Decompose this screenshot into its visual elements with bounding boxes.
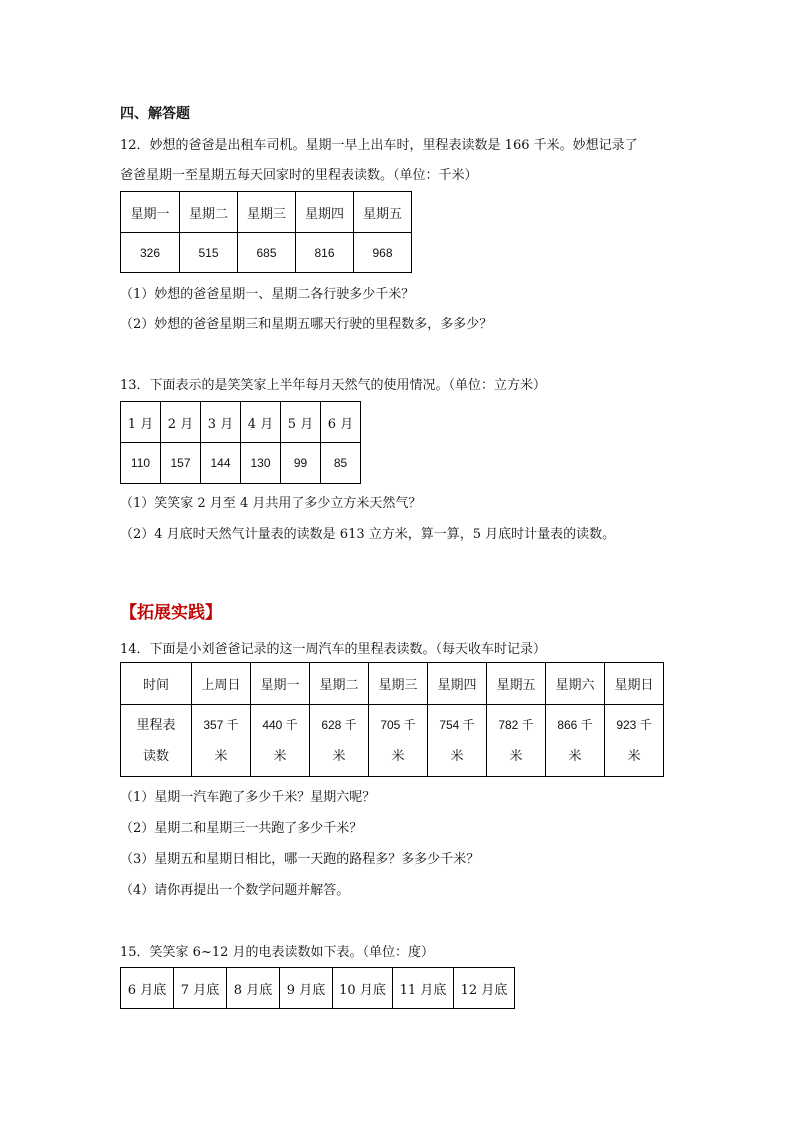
q14-sub1: （1）星期一汽车跑了多少千米？星期六呢？ — [120, 790, 376, 805]
q13-value: 99 — [281, 443, 321, 484]
q14-row-header-line2: 读数 — [142, 748, 169, 764]
q14-reading: 628 千 — [321, 717, 357, 732]
q14-reading-unit: 米 — [273, 748, 287, 764]
q15-header: 10 月底 — [333, 968, 393, 1009]
q14-reading-cell — [428, 705, 487, 777]
q14-reading-cell — [487, 705, 546, 777]
q12-sub2: （2）妙想的爸爸星期三和星期五哪天行驶的里程数多，多多少？ — [120, 317, 493, 332]
q12-line2: 爸爸星期一至星期五每天回家时的里程表读数。（单位：千米） — [120, 168, 478, 183]
q14-sub2: （2）星期二和星期三一共跑了多少千米？ — [120, 821, 363, 836]
q13-value: 157 — [161, 443, 201, 484]
q14-reading: 923 千 — [616, 717, 652, 732]
q12-value: 816 — [296, 233, 354, 273]
q13-line1: 13．下面表示的是笑笑家上半年每月天然气的使用情况。（单位：立方米） — [120, 378, 547, 393]
q12-header: 星期四 — [296, 192, 354, 233]
q12-line1: 12．妙想的爸爸是出租车司机。星期一早上出车时，里程表读数是 166 千米。妙想记录了 — [120, 138, 638, 153]
q14-reading-unit: 米 — [509, 748, 523, 764]
q14-day: 星期三 — [369, 663, 428, 705]
q15-line1: 15．笑笑家 6~12 月的电表读数如下表。（单位：度） — [120, 945, 435, 960]
q13-header: 5 月 — [281, 402, 321, 443]
q14-line1: 14．下面是小刘爸爸记录的这一周汽车的里程表读数。（每天收车时记录） — [120, 642, 547, 657]
q12-header: 星期二 — [180, 192, 238, 233]
q14-row-header: 时间 — [121, 663, 192, 705]
q15-header: 8 月底 — [227, 968, 280, 1009]
q12-sub1: （1）妙想的爸爸星期一、星期二各行驶多少千米？ — [120, 287, 415, 302]
q14-day: 上周日 — [192, 663, 251, 705]
q13-value: 110 — [121, 443, 161, 484]
q13-table — [120, 401, 361, 484]
q15-table — [120, 967, 515, 1009]
q14-reading-unit: 米 — [391, 748, 405, 764]
q14-reading-unit: 米 — [627, 748, 641, 764]
q14-sub3: （3）星期五和星期日相比，哪一天跑的路程多？多多少千米？ — [120, 852, 480, 867]
q15-header: 9 月底 — [280, 968, 333, 1009]
q14-reading-cell — [310, 705, 369, 777]
q12-header: 星期一 — [121, 192, 180, 233]
q13-header: 3 月 — [201, 402, 241, 443]
q14-reading-cell — [251, 705, 310, 777]
extension-title: 【拓展实践】 — [120, 603, 222, 623]
q13-value: 85 — [321, 443, 361, 484]
q13-sub2: （2）4 月底时天然气计量表的读数是 613 立方米，算一算，5 月底时计量表的读数。 — [120, 527, 616, 542]
q13-header: 2 月 — [161, 402, 201, 443]
q12-header: 星期五 — [354, 192, 412, 233]
q14-reading-cell — [369, 705, 428, 777]
q12-value: 968 — [354, 233, 412, 273]
q14-reading-unit: 米 — [332, 748, 346, 764]
section-title: 四、解答题 — [120, 106, 190, 122]
q13-header: 4 月 — [241, 402, 281, 443]
q13-header: 6 月 — [321, 402, 361, 443]
q15-header: 6 月底 — [121, 968, 174, 1009]
q14-reading-cell — [605, 705, 664, 777]
q14-day: 星期六 — [546, 663, 605, 705]
q14-sub4: （4）请你再提出一个数学问题并解答。 — [120, 883, 350, 898]
q13-sub1: （1）笑笑家 2 月至 4 月共用了多少立方米天然气？ — [120, 496, 422, 511]
q14-reading: 705 千 — [380, 717, 416, 732]
q14-reading-unit: 米 — [450, 748, 464, 764]
q14-reading: 782 千 — [498, 717, 534, 732]
q14-reading: 754 千 — [439, 717, 475, 732]
q15-header: 7 月底 — [174, 968, 227, 1009]
q12-value: 685 — [238, 233, 296, 273]
q14-reading-cell — [546, 705, 605, 777]
q15-header: 11 月底 — [393, 968, 454, 1009]
q14-reading-unit: 米 — [214, 748, 228, 764]
q12-header: 星期三 — [238, 192, 296, 233]
q14-reading: 866 千 — [557, 717, 593, 732]
q14-reading: 440 千 — [262, 717, 298, 732]
q15-header: 12 月底 — [454, 968, 515, 1009]
q14-reading-unit: 米 — [568, 748, 582, 764]
q14-reading-cell — [192, 705, 251, 777]
q14-day: 星期日 — [605, 663, 664, 705]
q13-value: 130 — [241, 443, 281, 484]
q12-table — [120, 191, 412, 273]
q14-reading: 357 千 — [203, 717, 239, 732]
q14-row-header — [121, 705, 192, 777]
q13-value: 144 — [201, 443, 241, 484]
q14-day: 星期二 — [310, 663, 369, 705]
q14-day: 星期一 — [251, 663, 310, 705]
q12-value: 326 — [121, 233, 180, 273]
q13-header: 1 月 — [121, 402, 161, 443]
q14-day: 星期五 — [487, 663, 546, 705]
q14-row-header-line1: 里程表 — [136, 717, 176, 733]
q12-value: 515 — [180, 233, 238, 273]
q14-table — [120, 662, 664, 777]
q14-day: 星期四 — [428, 663, 487, 705]
